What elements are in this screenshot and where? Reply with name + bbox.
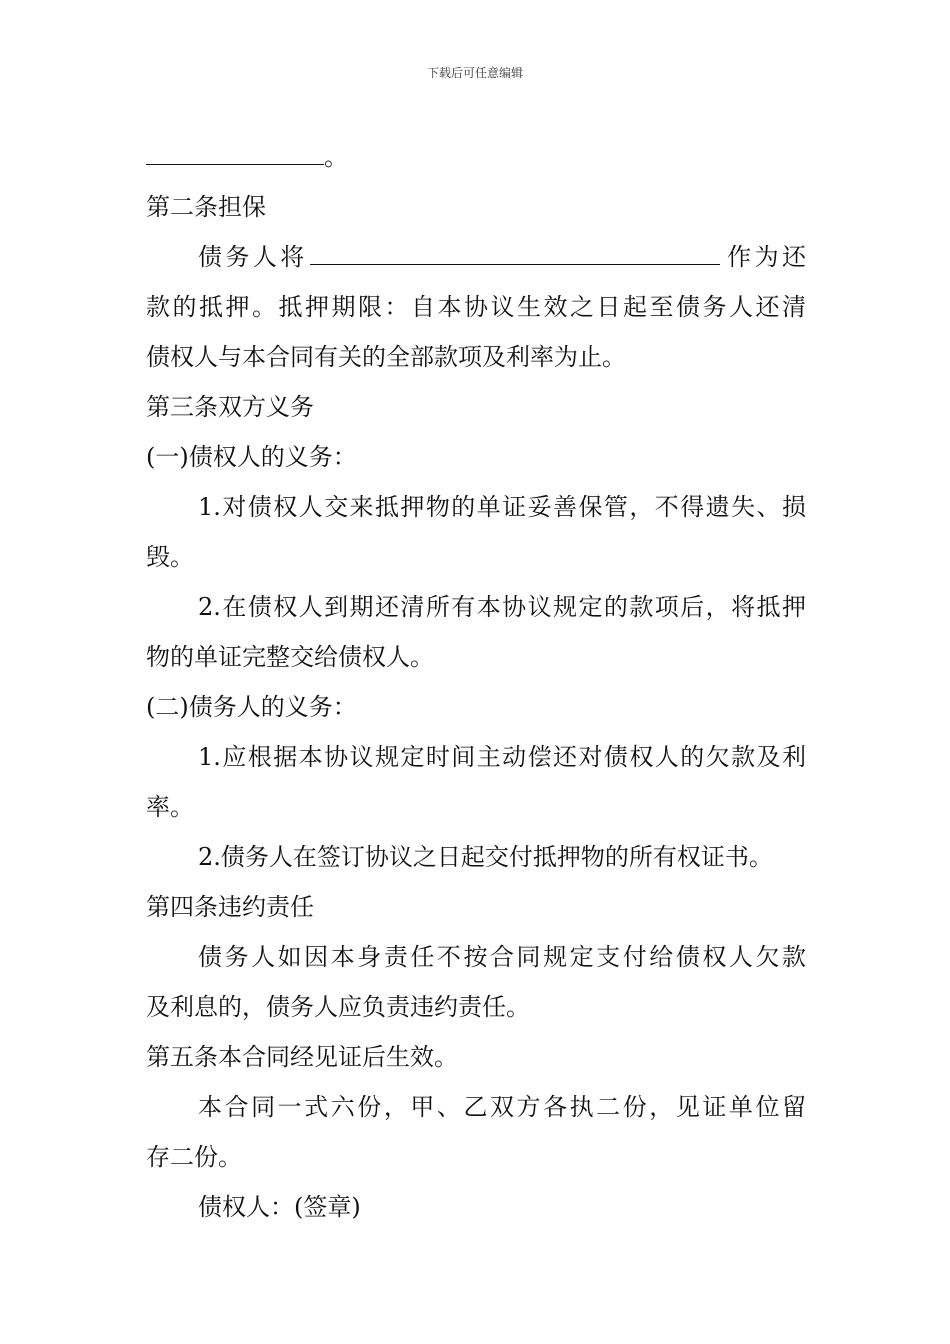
article-5-paragraph-line-1: 本合同一式六份，甲、乙双方各执二份，见证单位留	[198, 1093, 806, 1121]
creditor-obligation-1-line-1: 1.对债权人交来抵押物的单证妥善保管，不得遗失、损	[198, 493, 806, 521]
creditor-signature-line: 债权人：(签章)	[198, 1193, 361, 1221]
article-4-paragraph-line-1: 债务人如因本身责任不按合同规定支付给债权人欠款	[198, 943, 806, 971]
article-4-title: 第四条违约责任	[146, 893, 314, 921]
debtor-obligation-1-line-1: 1.应根据本协议规定时间主动偿还对债权人的欠款及利	[198, 743, 806, 771]
debtor-obligation-2: 2.债务人在签订协议之日起交付抵押物的所有权证书。	[198, 843, 773, 871]
creditor-obligation-2-line-1: 2.在债权人到期还清所有本协议规定的款项后，将抵押	[198, 593, 806, 621]
creditor-obligations-heading: (一)债权人的义务：	[146, 443, 357, 471]
fill-in-blank	[146, 138, 324, 165]
creditor-obligation-2-line-2: 物的单证完整交给债权人。	[146, 643, 434, 671]
article-4-paragraph-line-2: 及利息的，债务人应负责违约责任。	[146, 993, 530, 1021]
debtor-obligation-1-line-2: 率。	[146, 793, 194, 821]
article-5-paragraph-line-2: 存二份。	[146, 1143, 242, 1171]
page-header: 下载后可任意编辑	[426, 66, 523, 80]
article-2-title: 第二条担保	[146, 193, 266, 221]
document-body	[146, 132, 806, 1232]
article-2-paragraph-line-1: 债务人将 作为还	[146, 232, 806, 282]
collateral-blank	[310, 238, 720, 265]
creditor-obligation-1-line-2: 毁。	[146, 543, 194, 571]
article-2-paragraph-line-2: 款的抵押。抵押期限：自本协议生效之日起至债务人还清	[146, 293, 806, 321]
article-2-paragraph-line-3: 债权人与本合同有关的全部款项及利率为止。	[146, 343, 626, 371]
continuation-line: 。	[146, 132, 806, 182]
article-3-title: 第三条双方义务	[146, 393, 314, 421]
article-5-title: 第五条本合同经见证后生效。	[146, 1043, 458, 1071]
debtor-obligations-heading: (二)债务人的义务：	[146, 693, 357, 721]
